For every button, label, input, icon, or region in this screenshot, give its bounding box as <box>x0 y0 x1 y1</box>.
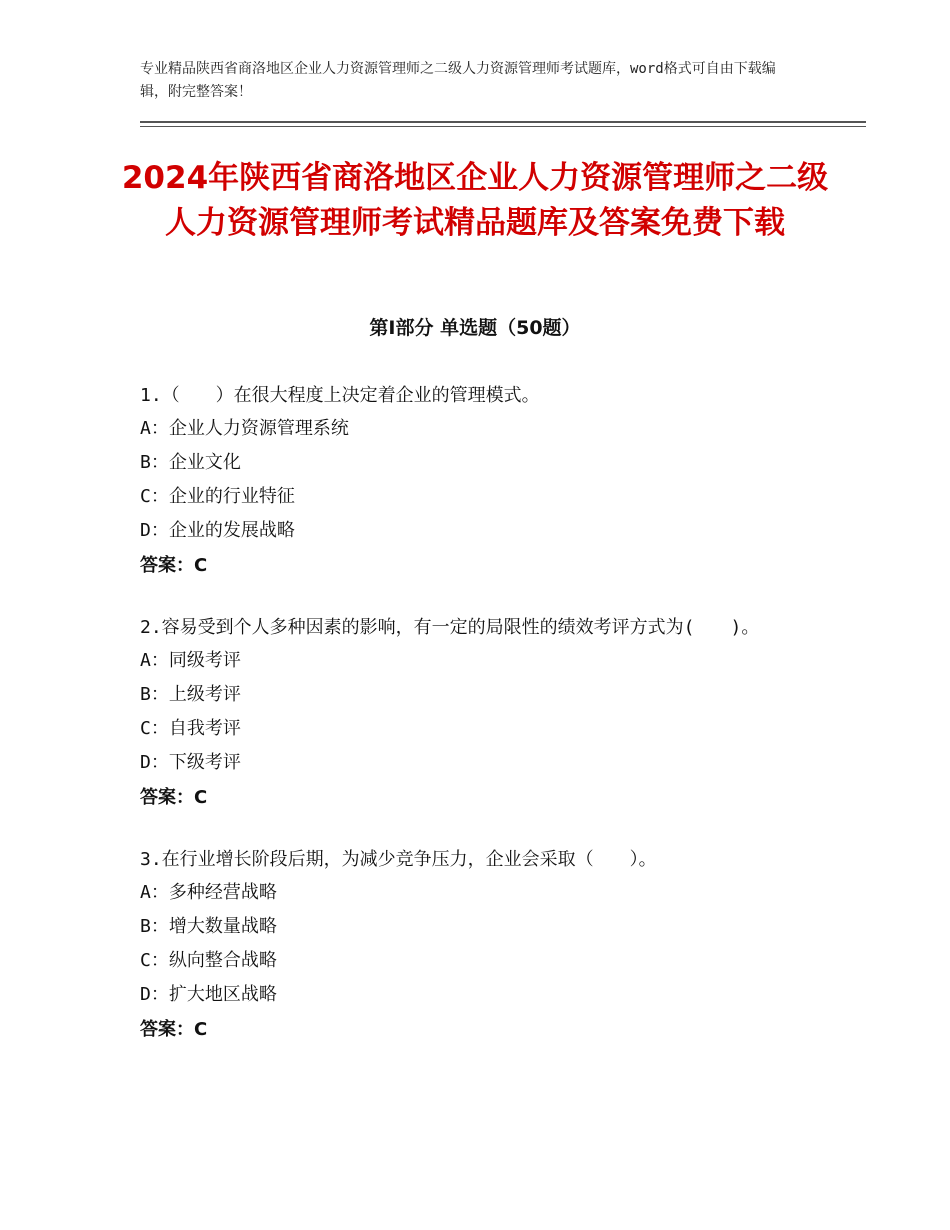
option-b: B：上级考评 <box>140 684 241 705</box>
question-stem: 1.（ ）在很大程度上决定着企业的管理模式。 <box>140 385 540 406</box>
header-divider-thin <box>140 126 866 127</box>
option-c: C：企业的行业特征 <box>140 486 295 507</box>
question-1 <box>140 379 820 583</box>
question-list <box>140 379 820 1075</box>
option-c: C：纵向整合战略 <box>140 950 277 971</box>
answer: 答案：C <box>140 555 208 576</box>
option-b: B：增大数量战略 <box>140 916 277 937</box>
document-title: 2024年陕西省商洛地区企业人力资源管理师之二级人力资源管理师考试精品题库及答案免费下载 <box>121 160 829 241</box>
option-d: D：企业的发展战略 <box>140 520 295 541</box>
question-3 <box>140 843 820 1047</box>
option-b: B：企业文化 <box>140 452 241 473</box>
option-c: C：自我考评 <box>140 718 241 739</box>
question-stem: 3.在行业增长阶段后期，为减少竞争压力，企业会采取（ ）。 <box>140 849 657 870</box>
option-a: A：企业人力资源管理系统 <box>140 418 349 439</box>
answer: 答案：C <box>140 787 208 808</box>
header-note: 专业精品陕西省商洛地区企业人力资源管理师之二级人力资源管理师考试题库，word格式可自由下载编辑，附完整答案！ <box>140 61 776 100</box>
header-divider-thick <box>140 121 866 123</box>
option-a: A：同级考评 <box>140 650 241 671</box>
section-heading: 第Ⅰ部分 单选题（50题） <box>369 317 581 339</box>
option-d: D：扩大地区战略 <box>140 984 277 1005</box>
option-d: D：下级考评 <box>140 752 241 773</box>
question-stem: 2.容易受到个人多种因素的影响，有一定的局限性的绩效考评方式为( )。 <box>140 617 760 638</box>
question-2 <box>140 611 820 815</box>
option-a: A：多种经营战略 <box>140 882 277 903</box>
answer: 答案：C <box>140 1019 208 1040</box>
